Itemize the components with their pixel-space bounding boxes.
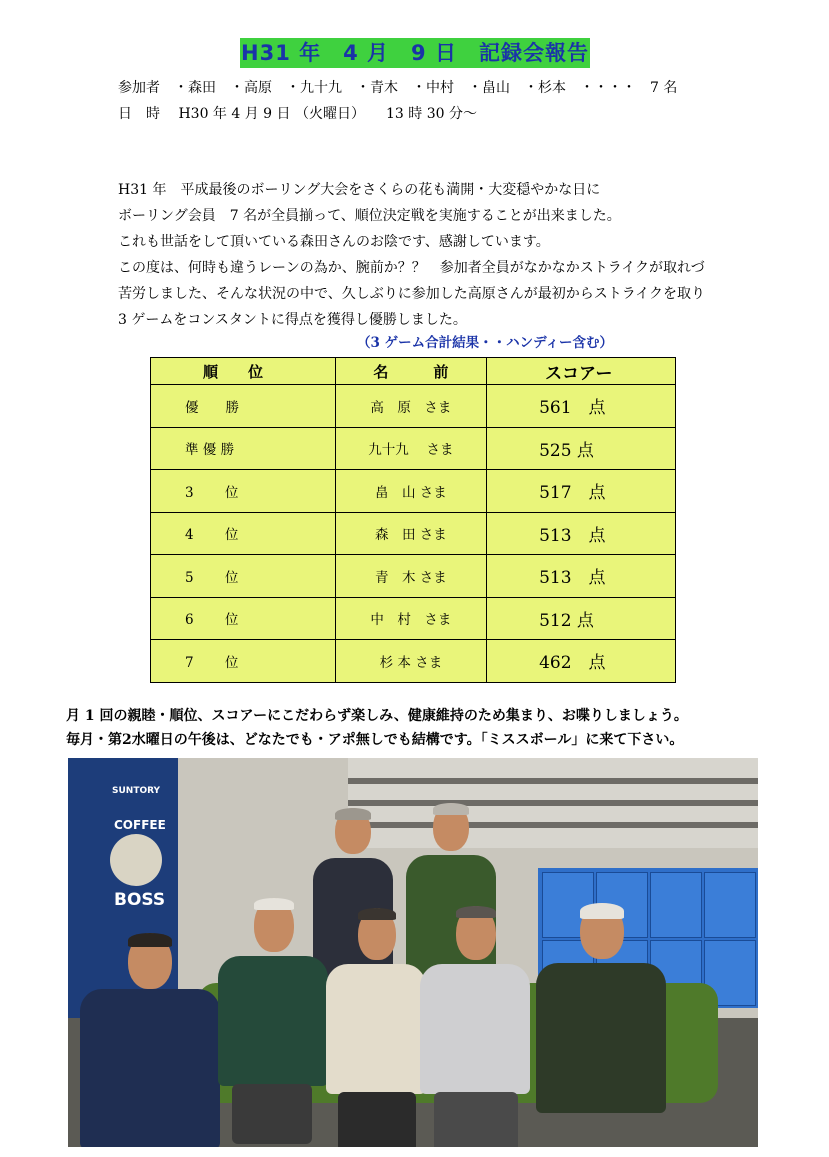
table-row: [151, 512, 676, 555]
table-row: [151, 555, 676, 598]
table-row: [151, 385, 676, 428]
rank-cell: 7 位: [151, 640, 336, 683]
body-paragraph: これも世話をして頂いている森田さんのお陰です、感謝しています。: [118, 234, 550, 250]
rank-cell: 3 位: [151, 470, 336, 513]
group-photo: [68, 758, 758, 1147]
score-cell: 517 点: [487, 470, 676, 513]
vending-brand: SUNTORY: [112, 786, 161, 796]
name-cell: 杉 本 さま: [335, 640, 486, 683]
footer-line: 月 1 回の親睦・順位、スコアーにこだわらず楽しみ、健康維持のため集まり、お喋りしましょう。: [66, 708, 688, 724]
header-name: 名 前: [335, 358, 486, 385]
ceiling-beam: [348, 778, 758, 784]
table-row: [151, 597, 676, 640]
name-cell: 畠 山 さま: [335, 470, 486, 513]
score-cell: 512 点: [487, 597, 676, 640]
vending-coffee: COFFEE: [114, 818, 166, 832]
ceiling-beam: [348, 800, 758, 806]
header-rank: 順 位: [151, 358, 336, 385]
body-paragraph: ボーリング会員 7 名が全員揃って、順位決定戦を実施することが出来ました。: [118, 208, 621, 224]
name-cell: 九十九 さま: [335, 427, 486, 470]
name-cell: 中 村 さま: [335, 597, 486, 640]
table-row: [151, 427, 676, 470]
body-paragraph: この度は、何時も違うレーンの為か、腕前か？？ 参加者全員がなかなかストライクが取れづ: [118, 260, 705, 276]
participants-line: 参加者 ・森田 ・高原 ・九十九 ・青木 ・中村 ・畠山 ・杉本 ・・・・ 7 名: [118, 80, 678, 96]
results-table: [150, 357, 676, 683]
ceiling-beam: [348, 822, 758, 828]
header-score: スコアー: [487, 358, 676, 385]
footer-text: [66, 704, 688, 752]
rank-cell: 優 勝: [151, 385, 336, 428]
name-cell: 青 木 さま: [335, 555, 486, 598]
rank-cell: 準 優 勝: [151, 427, 336, 470]
footer-line: 毎月・第2水曜日の午後は、どなたでも・アポ無しでも結構です。「ミススボール」に来て下さい。: [66, 732, 684, 748]
score-cell: 513 点: [487, 555, 676, 598]
score-cell: 513 点: [487, 512, 676, 555]
score-cell: 561 点: [487, 385, 676, 428]
body-paragraph: H31 年 平成最後のボーリング大会をさくらの花も満開・大変穏やかな日に: [118, 182, 601, 198]
rank-cell: 5 位: [151, 555, 336, 598]
report-body: [118, 177, 808, 333]
table-row: [151, 640, 676, 683]
table-row: [151, 470, 676, 513]
locker-door: [704, 872, 756, 938]
body-paragraph: 3 ゲームをコンスタントに得点を獲得し優勝しました。: [118, 312, 467, 328]
rank-cell: 6 位: [151, 597, 336, 640]
report-title: H31 年 4 月 9 日 記録会報告: [240, 38, 590, 68]
score-cell: 462 点: [487, 640, 676, 683]
score-cell: 525 点: [487, 427, 676, 470]
name-cell: 高 原 さま: [335, 385, 486, 428]
body-paragraph: 苦労しました、そんな状況の中で、久しぶりに参加した高原さんが最初からストライクを取り: [118, 286, 706, 302]
boss-logo-icon: [110, 834, 162, 886]
table-header-row: [151, 358, 676, 385]
vending-product: BOSS: [114, 890, 166, 910]
rank-cell: 4 位: [151, 512, 336, 555]
datetime-line: 日 時 H30 年 4 月 9 日 （火曜日） 13 時 30 分～: [118, 106, 477, 122]
name-cell: 森 田 さま: [335, 512, 486, 555]
table-note: （3 ゲーム合計結果・・ハンディー含む）: [357, 335, 614, 351]
locker-door: [650, 872, 702, 938]
